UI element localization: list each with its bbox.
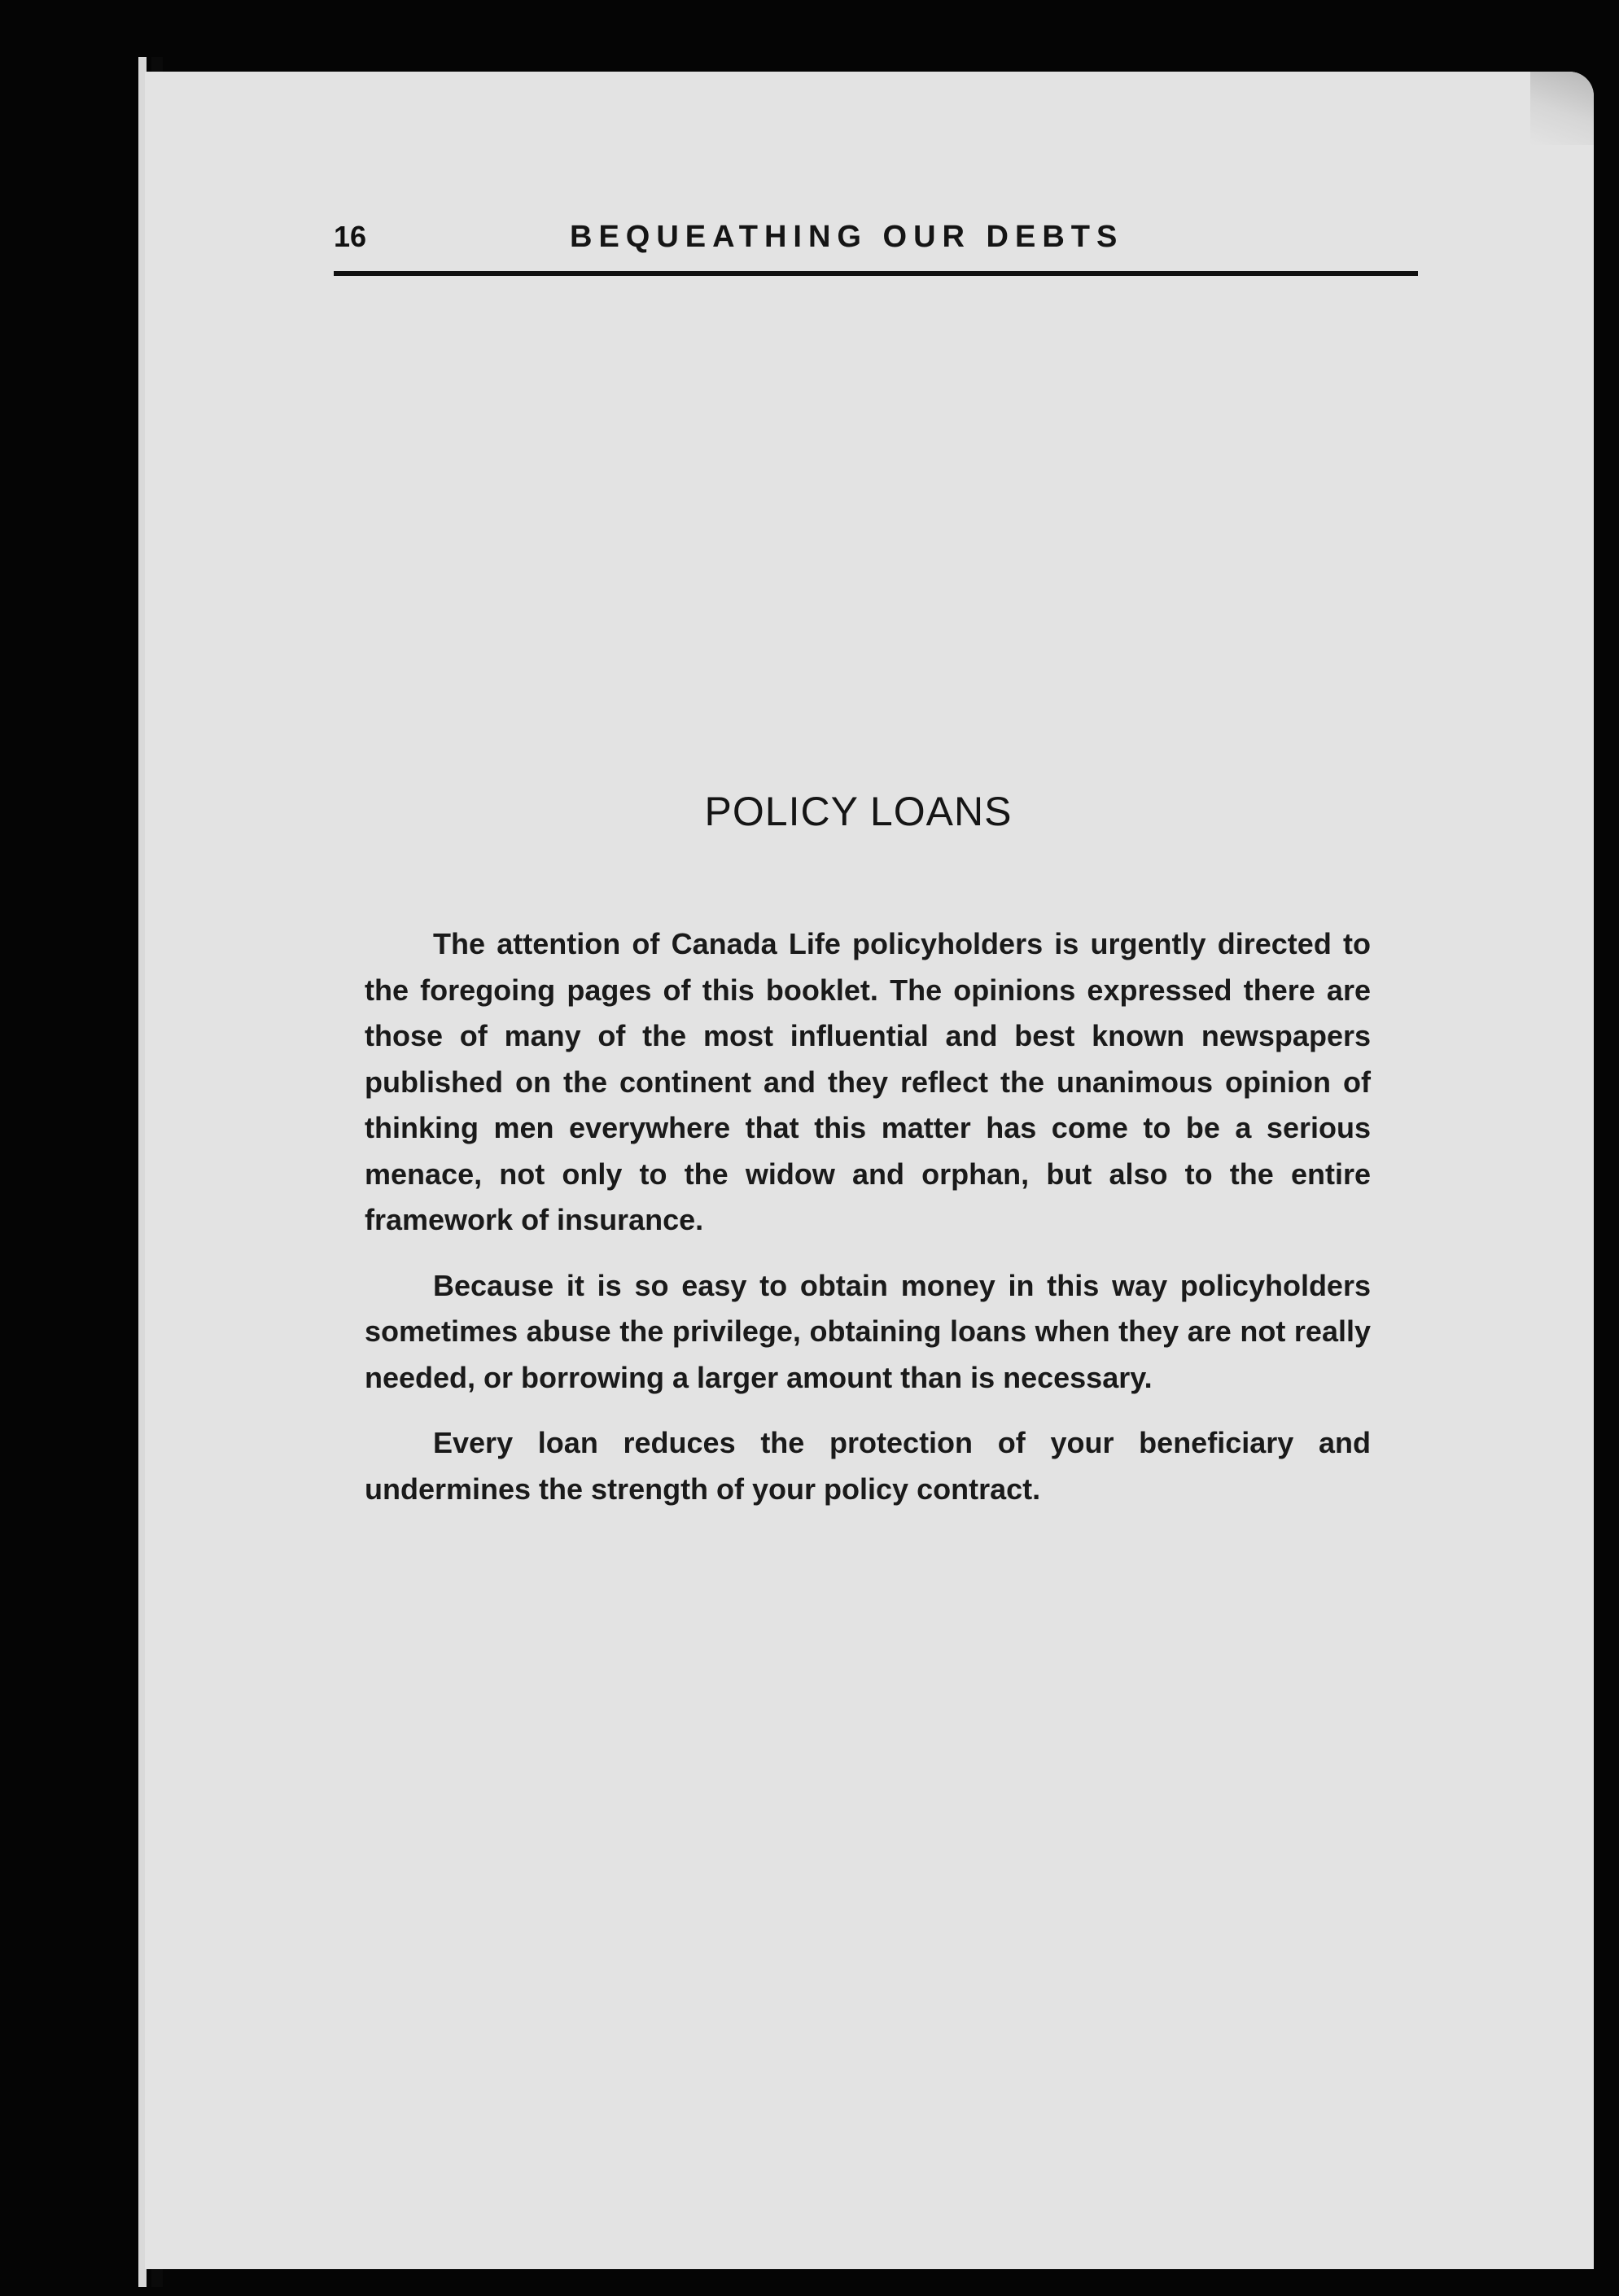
header-rule bbox=[334, 271, 1418, 276]
page-corner-curl bbox=[1530, 72, 1594, 145]
section-title: POLICY LOANS bbox=[704, 789, 1013, 834]
paragraph: Because it is so easy to obtain money in this way policyholders sometimes abuse the privilege, obtaining loans when they are not really needed, or borrowing a larger amount than is necessary. bbox=[365, 1268, 1371, 1394]
running-head bbox=[334, 220, 1416, 277]
paragraph: The attention of Canada Life policyholders is urgently directed to the foregoing pages of this booklet. The opinions expressed there are those of many of the most influential and best known newspapers published on the continent and they reflect the unanimous opinion of thinking men everywhere that this matter has come to be a serious menace, not only to the widow and orphan, but also to the entire framework of insurance. bbox=[365, 927, 1371, 1236]
body-text bbox=[365, 921, 1371, 1532]
page-number: 16 bbox=[334, 220, 367, 253]
paragraph: Every loan reduces the protection of your beneficiary and undermines the strength of your policy contract. bbox=[365, 1426, 1371, 1506]
running-title: BEQUEATHING OUR DEBTS bbox=[570, 220, 1124, 254]
